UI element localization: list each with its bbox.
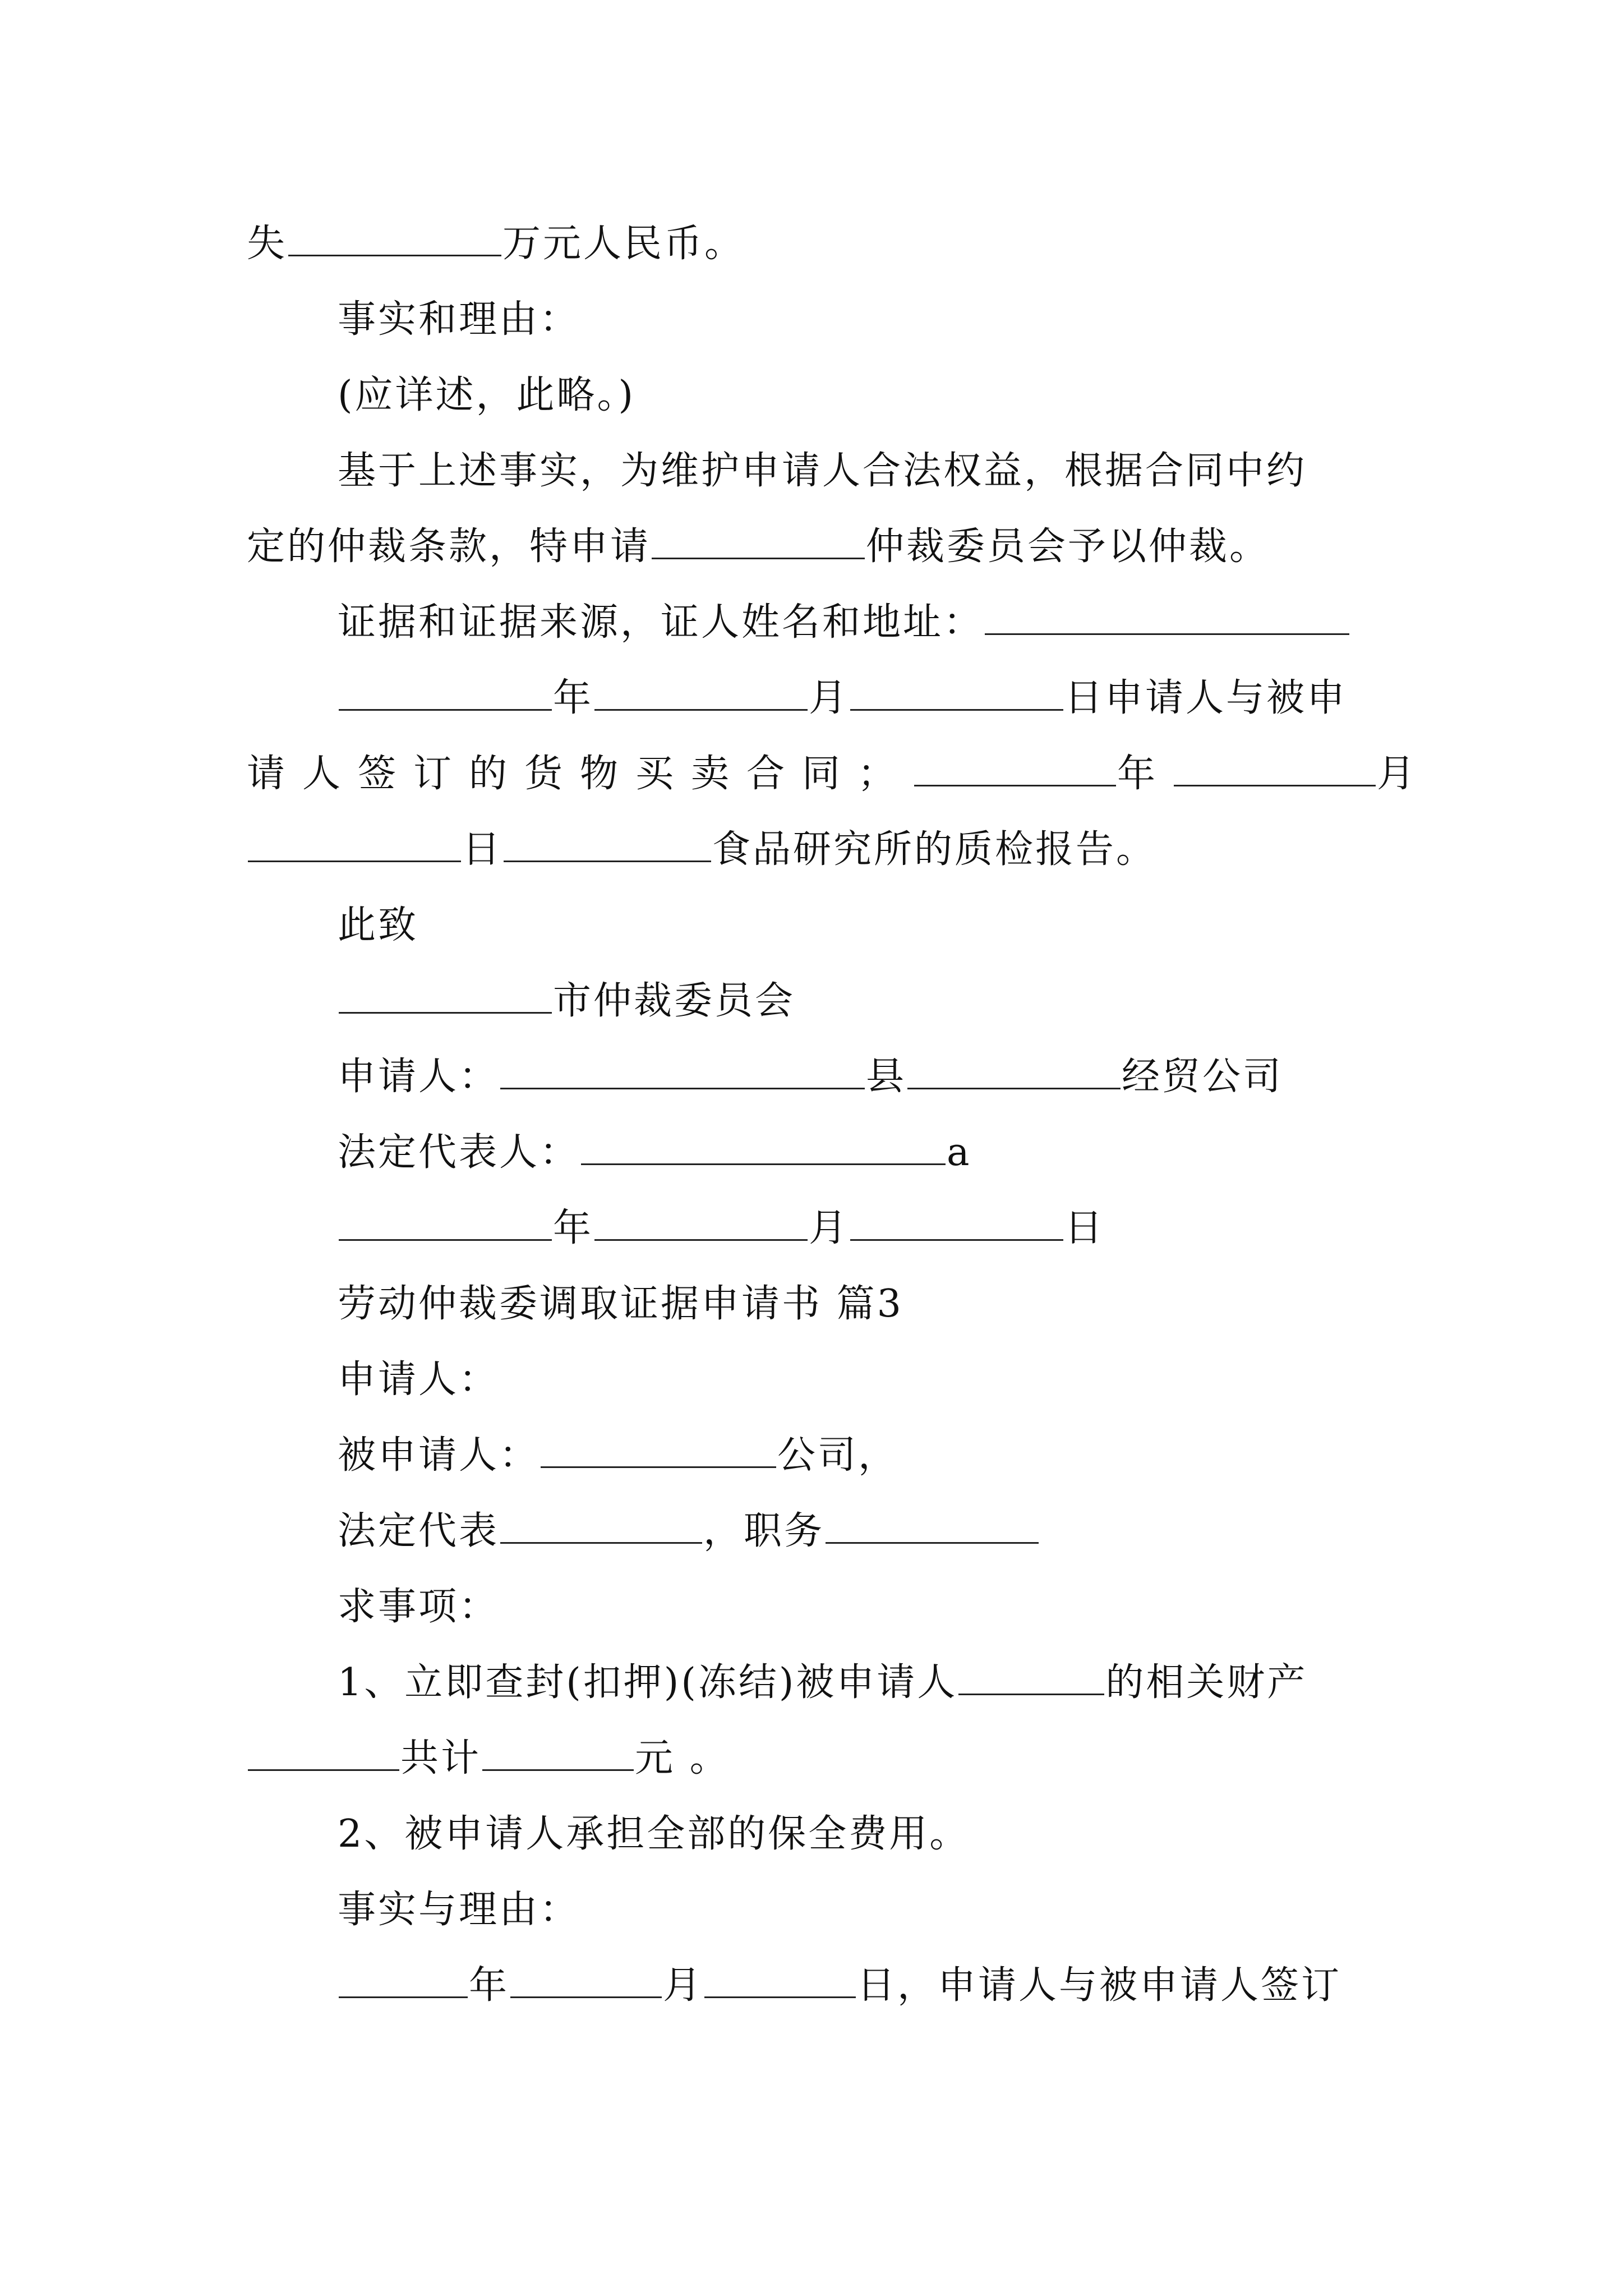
section-heading: 事实和理由： — [338, 297, 580, 342]
fill-blank — [850, 1204, 1063, 1241]
text-line — [338, 1276, 903, 1332]
line-text: a — [947, 1130, 972, 1175]
text-line — [338, 1882, 580, 1938]
fill-blank — [339, 977, 552, 1014]
line-text: 月 — [663, 1963, 704, 2008]
section-heading: 求事项： — [338, 1585, 500, 1629]
fill-blank — [500, 1053, 865, 1089]
salutation: 此致 — [338, 903, 419, 947]
line-text: 共计 — [400, 1736, 482, 1780]
text-line — [338, 1352, 499, 1408]
fill-blank — [510, 1962, 662, 1998]
line-text: 月 — [809, 676, 850, 720]
text-line — [338, 1958, 1341, 2014]
text-line — [338, 1428, 898, 1484]
text-line — [338, 898, 418, 954]
fill-blank — [339, 674, 552, 711]
line-text: 县 — [866, 1055, 907, 1099]
fill-blank — [914, 750, 1116, 786]
fill-blank — [704, 1962, 856, 1998]
line-text: 日 — [462, 827, 503, 872]
fill-blank — [958, 1659, 1104, 1695]
line-text: 日 — [1064, 1206, 1105, 1250]
fill-blank — [594, 674, 808, 711]
text-line — [247, 1731, 730, 1787]
line-text: 的相关财产 — [1105, 1660, 1308, 1705]
line-text: (应详述，此略。) — [338, 373, 636, 417]
text-line — [338, 1503, 1040, 1559]
line-text: 2、被申请人承担全部的保全费用。 — [338, 1812, 970, 1856]
section-heading: 事实与理由： — [338, 1888, 580, 1932]
fill-blank — [985, 599, 1349, 635]
line-text: 1、立即查封(扣押)(冻结)被申请人 — [338, 1660, 958, 1705]
text-line — [338, 1125, 972, 1181]
fill-blank — [594, 1204, 808, 1241]
line-text: 年 — [553, 676, 594, 720]
text-line — [247, 746, 1432, 802]
line-text: 日申请人与被申 — [1064, 676, 1348, 720]
line-text: 被申请人： — [338, 1433, 540, 1478]
fill-blank — [581, 1129, 946, 1165]
line-text: 年 — [469, 1963, 510, 2008]
document-title: 劳动仲裁委调取证据申请书 篇3 — [338, 1282, 903, 1326]
text-line — [338, 1200, 1105, 1257]
text-line — [338, 1049, 1283, 1105]
line-text: 经贸公司 — [1122, 1055, 1284, 1099]
text-line — [338, 1579, 499, 1635]
fill-blank — [652, 523, 865, 559]
fill-blank — [826, 1507, 1039, 1544]
line-text: 仲裁委员会予以仲裁。 — [866, 524, 1270, 569]
line-text: ，职务 — [703, 1509, 825, 1553]
line-text: 法定代表 — [338, 1509, 500, 1553]
line-text: 基于上述事实，为维护申请人合法权益，根据合同中约 — [338, 449, 1307, 493]
fill-blank — [504, 826, 711, 862]
fill-blank — [1174, 750, 1376, 786]
text-line — [247, 519, 1270, 575]
text-line — [338, 443, 1307, 499]
line-text: 万元人民币。 — [502, 222, 745, 266]
text-line — [338, 1655, 1307, 1711]
fill-blank — [288, 220, 501, 256]
fill-blank — [339, 1204, 552, 1241]
line-text: 年 — [1117, 752, 1173, 796]
fill-blank — [541, 1432, 776, 1468]
text-line — [338, 1806, 970, 1862]
line-text: 法定代表人： — [338, 1130, 580, 1175]
fill-blank — [248, 1734, 399, 1771]
line-text: 食品研究所的质检报告。 — [712, 827, 1157, 872]
line-text: 月 — [1377, 752, 1433, 796]
text-line — [338, 670, 1347, 726]
line-text: 定的仲裁条款，特申请 — [247, 524, 651, 569]
text-line — [338, 292, 580, 348]
line-text: 申请人： — [338, 1358, 500, 1402]
text-line — [338, 973, 795, 1029]
recipient: 市仲裁委员会 — [553, 979, 796, 1023]
line-text: 月 — [809, 1206, 850, 1250]
text-line — [338, 367, 635, 424]
fill-blank — [850, 674, 1063, 711]
text-line — [247, 822, 1156, 878]
fill-blank — [907, 1053, 1121, 1089]
line-text: 年 — [553, 1206, 594, 1250]
fill-blank — [248, 826, 461, 862]
line-text: 请人签订的货物买卖合同； — [247, 752, 914, 796]
fill-blank — [500, 1507, 702, 1544]
text-line — [247, 216, 745, 272]
fill-blank — [339, 1962, 468, 1998]
line-text: 证据和证据来源，证人姓名和地址： — [338, 600, 984, 645]
line-text: 申请人： — [338, 1055, 500, 1099]
line-text: 失 — [247, 222, 288, 266]
fill-blank — [482, 1734, 634, 1771]
line-text: 元 。 — [635, 1736, 730, 1780]
line-text: 日，申请人与被申请人签订 — [857, 1963, 1342, 2008]
text-line — [338, 595, 1350, 651]
line-text: 公司， — [777, 1433, 899, 1478]
